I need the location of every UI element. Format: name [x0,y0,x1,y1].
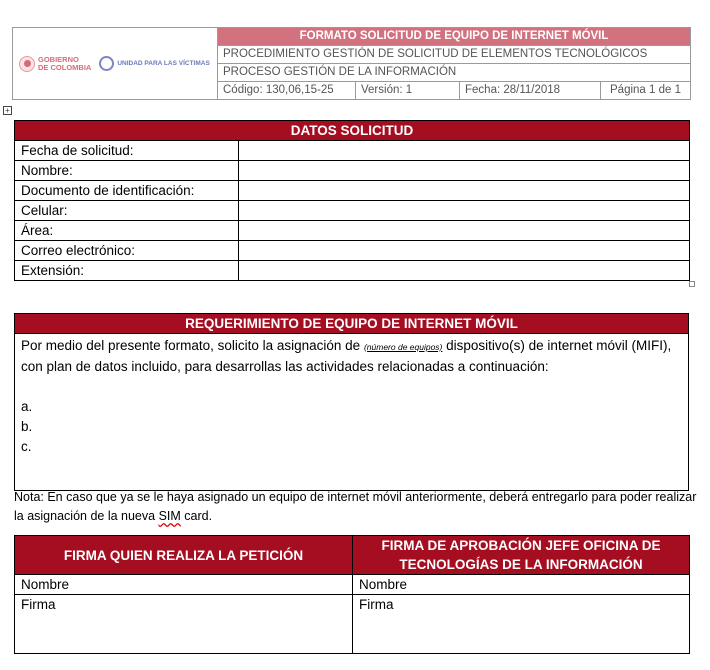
field-label: Correo electrónico: [15,241,239,261]
requerimiento-table [14,313,689,491]
field-label: Fecha de solicitud: [15,141,239,161]
pagina-label: Página 1 de 1 [601,82,691,100]
datos-solicitud-title: DATOS SOLICITUD [15,121,690,141]
firma-peticion-title: FIRMA QUIEN REALIZA LA PETICIÓN [15,536,353,575]
colombia-seal-icon [19,56,35,72]
field-label: Nombre: [15,161,239,181]
proceso-label: PROCESO GESTIÓN DE LA INFORMACIÓN [218,64,691,82]
nombre-input[interactable] [239,161,690,181]
firma-peticion-field[interactable]: Firma [15,595,353,654]
logos-cell [13,28,218,100]
procedimiento-label: PROCEDIMIENTO GESTIÓN DE SOLICITUD DE ELEMENTOS TECNOLÓGICOS [218,46,691,64]
nombre-peticion-field[interactable]: Nombre [15,575,353,595]
table-resize-handle[interactable] [689,281,695,287]
firmas-table [14,535,690,654]
firma-aprobacion-title: FIRMA DE APROBACIÓN JEFE OFICINA DE TECNOLOGÍAS DE LA INFORMACIÓN [353,536,690,575]
list-item: b. [21,419,33,434]
numero-equipos-placeholder[interactable]: (número de equipos) [363,342,443,352]
document-header [12,27,691,100]
version-label: Versión: 1 [356,82,460,100]
nombre-aprobacion-field[interactable]: Nombre [353,575,690,595]
list-item: c. [21,439,32,454]
field-label: Documento de identificación: [15,181,239,201]
area-input[interactable] [239,221,690,241]
list-item: a. [21,399,33,414]
field-label: Extensión: [15,261,239,281]
correo-input[interactable] [239,241,690,261]
datos-solicitud-table [14,120,690,281]
field-label: Área: [15,221,239,241]
celular-input[interactable] [239,201,690,221]
table-move-handle-icon[interactable]: + [3,106,12,115]
fecha-label: Fecha: 28/11/2018 [460,82,601,100]
requerimiento-body[interactable]: Por medio del presente formato, solicito la asignación de (número de equipos) dispositivo(s) de internet móvil (MIFI), con plan de datos incluido, para desarrollas las actividades relacionadas a continuación: a. b. c. [15,334,689,491]
firma-aprobacion-field[interactable]: Firma [353,595,690,654]
extension-input[interactable] [239,261,690,281]
fecha-solicitud-input[interactable] [239,141,690,161]
form-title: FORMATO SOLICITUD DE EQUIPO DE INTERNET MÓVIL [218,28,691,46]
unidad-victimas-icon [99,56,114,71]
field-label: Celular: [15,201,239,221]
codigo-label: Código: 130,06,15-25 [218,82,356,100]
unidad-victimas-logo: UNIDAD PARA LAS VÍCTIMAS [99,55,209,72]
documento-input[interactable] [239,181,690,201]
gobierno-logo: GOBIERNO DE COLOMBIA [19,56,91,72]
nota-text: Nota: En caso que ya se le haya asignado un equipo de internet móvil anteriormente, deberá entregarlo para poder realizar la asignación de la nueva SIM card. [14,490,697,523]
requerimiento-title: REQUERIMIENTO DE EQUIPO DE INTERNET MÓVIL [15,314,689,334]
